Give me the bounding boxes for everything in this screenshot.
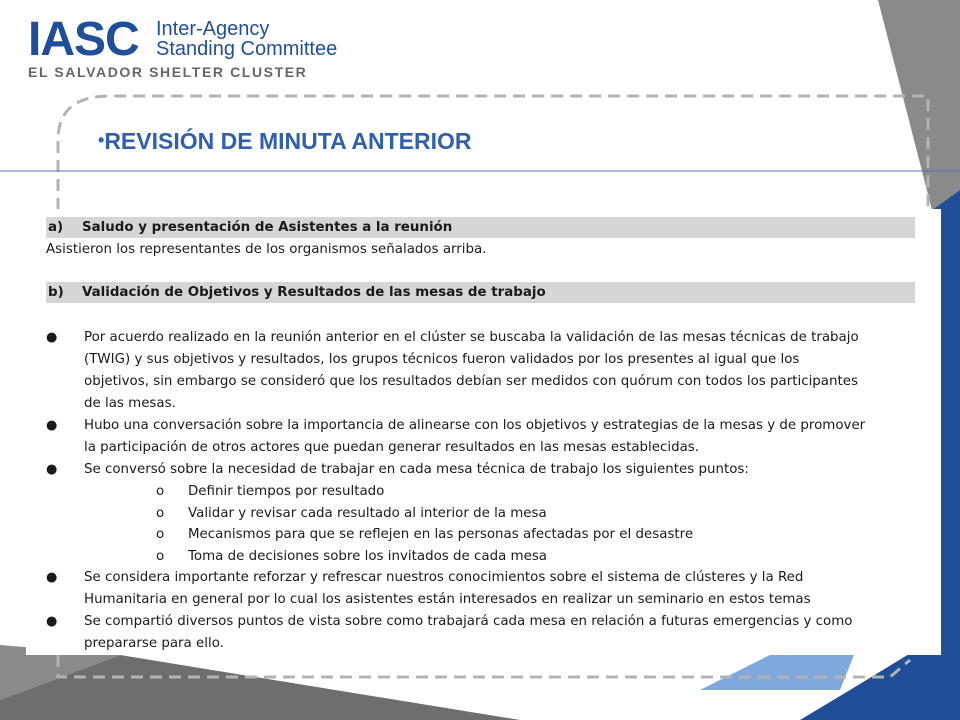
bullet-list: [46, 327, 926, 655]
circle-bullet-icon: o: [156, 505, 165, 521]
list-item-line: la participación de otros actores que puedan generar resultados en las mesas establecidas.: [84, 440, 700, 455]
list-item: [46, 611, 926, 655]
section-a-heading: Saludo y presentación de Asistentes a la reunión: [82, 220, 453, 235]
list-item-line: (TWIG) y sus objetivos y resultados, los grupos técnicos fueron validados por los presentes al igual que los: [84, 352, 800, 367]
circle-bullet-icon: o: [156, 484, 165, 499]
bullet-dot-icon: ●: [46, 614, 58, 629]
logo-subtitle: EL SALVADOR SHELTER CLUSTER: [28, 64, 308, 80]
sub-list-item-text: Mecanismos para que se reflejen en las personas afectadas por el desastre: [188, 527, 694, 542]
list-item-line: Se conversó sobre la necesidad de trabajar en cada mesa técnica de trabajo los siguientes puntos:: [84, 462, 749, 477]
sub-list-item: [46, 481, 926, 503]
list-item-line: Por acuerdo realizado en la reunión anterior en el clúster se buscaba la validación de las mesas técnicas de trabajo: [84, 330, 859, 345]
list-item: [46, 327, 926, 415]
section-a-letter: a): [48, 220, 64, 235]
slide-title: [98, 128, 471, 155]
list-item: [46, 459, 926, 481]
list-item-line: Se considera importante reforzar y refrescar nuestros conocimientos sobre el sistema de clústeres y la Red: [84, 570, 804, 585]
bullet-dot-icon: ●: [46, 462, 58, 477]
section-b-heading: Validación de Objetivos y Resultados de las mesas de trabajo: [82, 285, 546, 300]
sub-list-item: [46, 503, 926, 525]
sub-list-item-text: Toma de decisiones sobre los invitados de cada mesa: [188, 548, 548, 564]
list-item-line: Se compartió diversos puntos de vista sobre como trabajará cada mesa en relación a futuras emergencias y como: [84, 614, 853, 629]
list-item: [46, 415, 926, 459]
minutes-document: [26, 209, 941, 655]
bullet-dot-icon: ●: [46, 570, 58, 585]
list-item-line: de las mesas.: [84, 396, 176, 411]
logo-acronym: IASC: [28, 13, 139, 66]
sub-list-item: [46, 546, 926, 568]
list-item-line: Humanitaria en general por lo cual los asistentes están interesados en realizar un seminario en estos temas: [84, 592, 811, 607]
section-a-text: Asistieron los representantes de los organismos señalados arriba.: [46, 242, 487, 257]
title-bullet: •: [98, 130, 105, 150]
logo-line-2: Standing Committee: [156, 38, 338, 60]
sub-list-item-text: Validar y revisar cada resultado al interior de la mesa: [188, 505, 547, 521]
sub-list-item: [46, 524, 926, 546]
gray-corner-stripe: [878, 0, 960, 210]
slide-title-text: REVISIÓN DE MINUTA ANTERIOR: [104, 128, 472, 154]
section-a-header: [46, 217, 915, 238]
logo-line-1: Inter-Agency: [156, 18, 270, 40]
bullet-dot-icon: ●: [46, 330, 58, 345]
circle-bullet-icon: o: [156, 527, 165, 542]
bullet-dot-icon: ●: [46, 418, 58, 433]
list-item: [46, 567, 926, 611]
list-item-line: objetivos, sin embargo se consideró que los resultados debían ser medidos con quórum con todos los participantes: [84, 374, 858, 389]
list-item-line: Hubo una conversación sobre la importancia de alinearse con los objetivos y estrategias de la mesas y de promover: [84, 418, 866, 433]
section-b-letter: b): [48, 285, 64, 300]
list-item-line: prepararse para ello.: [84, 636, 224, 651]
section-b-header: [46, 282, 915, 303]
circle-bullet-icon: o: [156, 548, 165, 564]
sub-list-item-text: Definir tiempos por resultado: [188, 484, 385, 499]
